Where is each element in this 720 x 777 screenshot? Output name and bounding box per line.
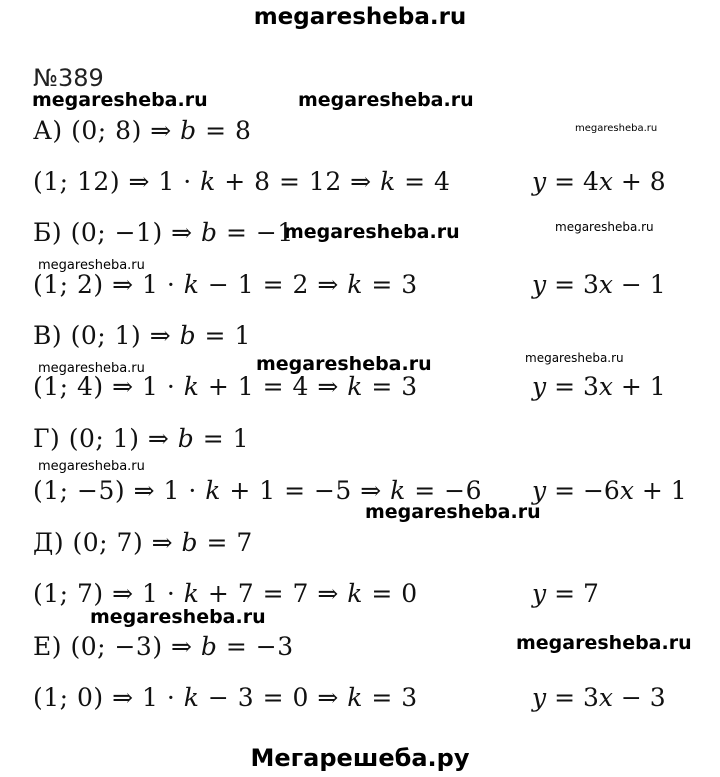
watermark: megaresheba.ru xyxy=(256,353,432,375)
watermark: megaresheba.ru xyxy=(284,221,460,243)
watermark: megaresheba.ru xyxy=(90,606,266,628)
item-b-result: 𝑦 = 3𝑥 − 1 xyxy=(532,270,666,299)
site-title: megaresheba.ru xyxy=(253,4,467,30)
item-e-result: 𝑦 = 3𝑥 − 3 xyxy=(532,683,666,712)
watermark: megaresheba.ru xyxy=(298,89,474,111)
watermark: megaresheba.ru xyxy=(555,220,654,234)
item-g-line1: Г) (0; 1) ⇒ 𝑏 = 1 xyxy=(33,424,250,453)
item-a-result: 𝑦 = 4𝑥 + 8 xyxy=(532,167,666,196)
item-e-line1: Е) (0; −3) ⇒ 𝑏 = −3 xyxy=(33,632,294,661)
watermark: megaresheba.ru xyxy=(516,632,692,654)
item-g-line2: (1; −5) ⇒ 1 · 𝑘 + 1 = −5 ⇒ 𝑘 = −6 xyxy=(33,476,482,505)
item-e-line2: (1; 0) ⇒ 1 · 𝑘 − 3 = 0 ⇒ 𝑘 = 3 xyxy=(33,683,418,712)
item-d-line1: Д) (0; 7) ⇒ 𝑏 = 7 xyxy=(33,528,253,557)
watermark: megaresheba.ru xyxy=(38,361,145,376)
watermark: megaresheba.ru xyxy=(575,123,658,134)
item-b-line1: Б) (0; −1) ⇒ 𝑏 = −1 xyxy=(33,218,294,247)
footer-brand: Мегарешеба.ру xyxy=(250,744,470,772)
watermark: megaresheba.ru xyxy=(32,89,208,111)
item-g-result: 𝑦 = −6𝑥 + 1 xyxy=(532,476,687,505)
item-v-line2: (1; 4) ⇒ 1 · 𝑘 + 1 = 4 ⇒ 𝑘 = 3 xyxy=(33,372,418,401)
problem-number: №389 xyxy=(33,64,104,92)
watermark: megaresheba.ru xyxy=(525,351,624,365)
item-d-result: 𝑦 = 7 xyxy=(532,579,599,608)
item-v-line1: В) (0; 1) ⇒ 𝑏 = 1 xyxy=(33,321,251,350)
watermark: megaresheba.ru xyxy=(38,459,145,474)
item-b-line2: (1; 2) ⇒ 1 · 𝑘 − 1 = 2 ⇒ 𝑘 = 3 xyxy=(33,270,418,299)
item-a-line2: (1; 12) ⇒ 1 · 𝑘 + 8 = 12 ⇒ 𝑘 = 4 xyxy=(33,167,451,196)
watermark: megaresheba.ru xyxy=(38,258,145,273)
watermark: megaresheba.ru xyxy=(365,501,541,523)
item-a-line1: А) (0; 8) ⇒ 𝑏 = 8 xyxy=(33,116,252,145)
item-v-result: 𝑦 = 3𝑥 + 1 xyxy=(532,372,666,401)
item-d-line2: (1; 7) ⇒ 1 · 𝑘 + 7 = 7 ⇒ 𝑘 = 0 xyxy=(33,579,418,608)
